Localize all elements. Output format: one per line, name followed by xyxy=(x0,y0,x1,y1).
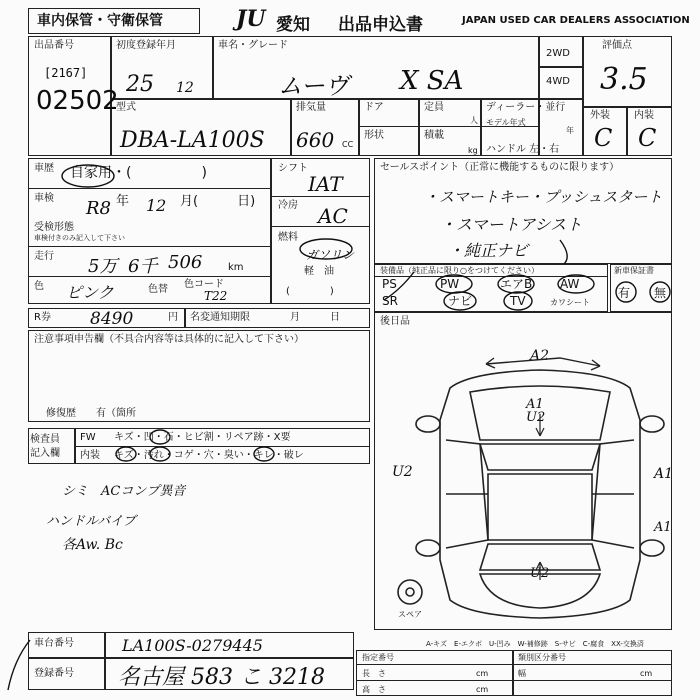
fuel-other: ( ) xyxy=(286,286,334,297)
mileage-unit: km xyxy=(228,262,244,273)
load-unit: kg xyxy=(468,146,478,155)
form-title: 出品申込書 xyxy=(338,15,423,35)
car-grade: X SA xyxy=(400,66,464,96)
chassis-number: LA100S-0279445 xyxy=(122,636,263,655)
equip-tv: TV xyxy=(510,294,526,308)
inspection-era: R8 xyxy=(86,198,112,219)
exterior-label: 外装 xyxy=(590,110,610,121)
mileage-10k: 5万 xyxy=(88,256,118,277)
name-change-label: 名変通知期限 月 日 xyxy=(190,312,340,323)
color-label: 色 xyxy=(34,281,44,292)
inspection-month-unit: 月( 日) xyxy=(180,194,256,209)
fuel-light-oil: 軽 油 xyxy=(304,266,334,277)
cooler-label: 冷房 xyxy=(278,200,298,211)
interior-defects: キズ・汚れ・コゲ・穴・臭い・キレ・破レ xyxy=(114,450,304,461)
handle-label: ハンドル 左・右 xyxy=(486,144,560,155)
interior-grade: C xyxy=(638,124,657,152)
damage-a1u2-hood: A1 U2 xyxy=(526,397,546,425)
recycle-amount: 8490 xyxy=(90,309,134,329)
received-form-note: 車検付きのみ記入して下さい xyxy=(34,234,125,242)
car-name: ムーヴ xyxy=(278,72,349,100)
repair-history-label: 修復歴 有（箇所 xyxy=(46,408,136,419)
sales-point-2: ・スマートアシスト xyxy=(440,215,583,234)
katashiki-value: DBA-LA100S xyxy=(120,128,265,153)
width-unit: cm xyxy=(640,669,653,678)
color-code-value: T22 xyxy=(204,289,228,303)
entry-label: 記入欄 xyxy=(30,448,60,459)
inspection-year: 12 xyxy=(146,196,167,215)
cooler-value: AC xyxy=(318,204,348,228)
exterior-grade: C xyxy=(594,124,613,152)
auction-score: 3.5 xyxy=(600,62,648,97)
equip-airbag: エアB xyxy=(500,277,533,291)
capacity-unit: 人 xyxy=(470,116,478,125)
displacement-value: 660 xyxy=(296,128,335,152)
score-label: 評価点 xyxy=(602,40,632,51)
brand-name: 愛知 xyxy=(276,15,310,35)
inspection-year-unit: 年 xyxy=(116,194,130,209)
ju-logo: JU xyxy=(236,6,266,32)
fuel-value: ガソリン xyxy=(306,248,355,262)
shape-label: 形状 xyxy=(364,130,384,141)
caution-label: 注意事項申告欄（不具合内容等は具体的に記入して下さい） xyxy=(34,334,304,345)
model-year-label: モデル年式 xyxy=(486,118,526,127)
load-label: 積載 xyxy=(424,130,444,141)
mileage-rest: 506 xyxy=(168,252,203,273)
damage-u2-left: U2 xyxy=(392,464,413,480)
association-name: JAPAN USED CAR DEALERS ASSOCIATION xyxy=(462,15,690,26)
color-value: ピンク xyxy=(66,283,114,302)
door-label: ドア xyxy=(364,102,384,113)
equip-aw: AW xyxy=(560,277,580,291)
warranty-no: 無 xyxy=(654,286,667,300)
reg-month: 12 xyxy=(176,80,194,96)
designation-label: 指定番号 xyxy=(362,653,394,662)
lot-sub-no: [2167] xyxy=(44,66,88,80)
sales-point-1: ・スマートキー・プッシュスタート xyxy=(424,188,663,206)
damage-a1-right: A1 xyxy=(654,466,674,482)
equip-leather: カワシート xyxy=(550,298,590,307)
storage-badge-text: 車内保管・守衛保管 xyxy=(37,13,163,29)
equip-sr: SR xyxy=(382,294,398,308)
registration-number: 名古屋 583 こ 3218 xyxy=(118,665,325,690)
warranty-yes: 有 xyxy=(618,286,631,300)
katashiki-label: 型式 xyxy=(116,102,136,113)
warranty-label: 新車保証書 xyxy=(614,266,654,275)
fuel-label: 燃料 xyxy=(278,232,298,243)
class-label: 類別区分番号 xyxy=(518,653,566,662)
note-line-1: シミ ACコンプ異音 xyxy=(62,484,186,499)
equip-pw: PW xyxy=(440,277,460,291)
lot-no-label: 出品番号 xyxy=(34,40,74,51)
exterior-defects: キズ・凹・石・ヒビ割・リペア跡・X要 xyxy=(114,432,291,443)
remarks-label: 後日品 xyxy=(380,316,410,327)
shift-label: シフト xyxy=(278,163,308,174)
fw-label: FW xyxy=(80,432,96,443)
equipment-label: 装備品（純正品に限り○をつけてください） xyxy=(380,266,539,275)
equip-ps: PS xyxy=(382,277,397,291)
color-change-label: 色替 xyxy=(148,284,168,295)
registration-label: 登録番号 xyxy=(34,668,74,679)
height-unit: cm xyxy=(476,685,489,694)
note-line-3: 各Aw. Bc xyxy=(62,537,123,553)
4wd-label: 4WD xyxy=(546,76,570,87)
sales-point-3: ・純正ナビ xyxy=(448,241,529,260)
2wd-label: 2WD xyxy=(546,48,570,59)
dealer-label: ディーラー・並行 xyxy=(486,102,566,113)
damage-a1-bottom-right: A1 xyxy=(654,520,672,535)
history-label: 車歴 xyxy=(34,163,54,174)
shift-value: IAT xyxy=(308,172,343,196)
length-unit: cm xyxy=(476,669,489,678)
lot-number: 02502 xyxy=(36,86,119,116)
model-grade-label: 車名・グレード xyxy=(218,40,288,51)
recycle-label: R券 xyxy=(34,312,51,323)
mileage-label: 走行 xyxy=(34,251,54,262)
color-code-label: 色コード xyxy=(184,279,224,290)
equip-nav: ナビ xyxy=(448,294,473,308)
displacement-label: 排気量 xyxy=(296,102,326,113)
spare-label: スペア xyxy=(398,610,422,619)
inspector-label: 検査員 xyxy=(30,434,60,445)
chassis-label: 車台番号 xyxy=(34,638,74,649)
interior-label: 内装 xyxy=(634,110,654,121)
recycle-yen: 円 xyxy=(168,312,178,323)
reg-year: 25 xyxy=(126,72,154,97)
length-label: 長 さ xyxy=(362,669,386,678)
received-form-label: 受検形態 xyxy=(34,222,74,233)
damage-a2-top: A2 xyxy=(530,348,550,364)
first-reg-label: 初度登録年月 xyxy=(116,40,176,51)
mileage-1k: 6千 xyxy=(128,256,158,277)
history-options: 自家用・( ) xyxy=(70,165,207,181)
note-line-2: ハンドルバイブ xyxy=(46,514,136,529)
damage-legend: A-キズ E-エクボ U-凹み W-補修跡 S-サビ C-腐食 XX-交換済 xyxy=(426,640,644,648)
capacity-label: 定員 xyxy=(424,102,444,113)
cc-unit: CC xyxy=(342,140,354,149)
naiso-label: 内装 xyxy=(80,450,100,461)
model-year-unit: 年 xyxy=(566,126,574,135)
damage-u2-bottom: U2 xyxy=(530,566,550,581)
height-label: 高 さ xyxy=(362,685,386,694)
width-label: 幅 xyxy=(518,669,526,678)
sales-point-label: セールスポイント（正常に機能するものに限ります） xyxy=(380,162,620,173)
inspection-label: 車検 xyxy=(34,193,54,204)
